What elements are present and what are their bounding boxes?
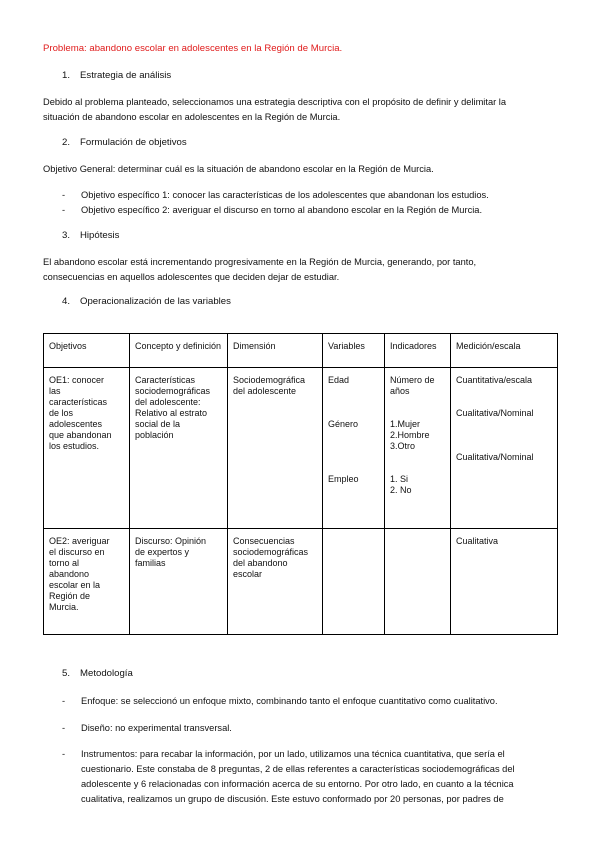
cell-line: 2. No bbox=[390, 485, 412, 495]
enfoque-item: Enfoque: se seleccionó un enfoque mixto, combinando tanto el enfoque cuantitativo como cualitativo. bbox=[81, 696, 498, 706]
bullet-dash: - bbox=[62, 696, 66, 706]
bullet-dash: - bbox=[62, 723, 66, 733]
section-1-number: 1. bbox=[62, 70, 71, 81]
cell-line: 2.Hombre bbox=[390, 430, 430, 440]
row1-measurement bbox=[451, 368, 558, 529]
section-3-number: 3. bbox=[62, 230, 71, 241]
section-3-line-1: El abandono escolar está incrementando progresivamente en la Región de Murcia, generando, por tanto, bbox=[43, 257, 477, 267]
cell-line: Consecuencias bbox=[233, 536, 295, 546]
section-2-heading bbox=[62, 137, 187, 148]
section-5-title: Metodología bbox=[80, 668, 133, 679]
header-variables: Variables bbox=[323, 334, 385, 368]
operationalization-table bbox=[43, 333, 558, 635]
section-2-number: 2. bbox=[62, 137, 71, 148]
cell-line: de los bbox=[49, 408, 74, 418]
row2-variables bbox=[323, 529, 385, 635]
section-1-title: Estrategia de análisis bbox=[80, 70, 172, 81]
cell-line: Características bbox=[135, 375, 196, 385]
cell-line: características bbox=[49, 397, 108, 407]
header-indicators: Indicadores bbox=[385, 334, 451, 368]
row2-objective bbox=[44, 529, 130, 635]
cell-line: años bbox=[390, 386, 410, 396]
row1-variables bbox=[323, 368, 385, 529]
cell-line: del abandono bbox=[233, 558, 288, 568]
instrumentos-line-4: cualitativa, realizamos un grupo de discusión. Este estuvo conformado por 20 personas, por padres de bbox=[81, 794, 504, 804]
row1-dimension bbox=[228, 368, 323, 529]
table-row bbox=[44, 529, 558, 635]
section-3-line-2: consecuencias en aquellos adolescentes que deciden dejar de estudiar. bbox=[43, 272, 340, 282]
row2-measurement bbox=[451, 529, 558, 635]
variable-edad: Edad bbox=[328, 375, 350, 385]
cell-line: Región de bbox=[49, 591, 91, 601]
general-objective: Objetivo General: determinar cuál es la situación de abandono escolar en la Región de Murcia. bbox=[43, 164, 434, 174]
row2-dimension bbox=[228, 529, 323, 635]
row2-concept bbox=[130, 529, 228, 635]
section-5-number: 5. bbox=[62, 668, 71, 679]
cell-line: Sociodemográfica bbox=[233, 375, 306, 385]
cell-line: 1. Si bbox=[390, 474, 409, 484]
diseno-item: Diseño: no experimental transversal. bbox=[81, 723, 232, 733]
cell-line: Número de bbox=[390, 375, 435, 385]
problem-title: Problema: abandono escolar en adolescentes en la Región de Murcia. bbox=[43, 43, 343, 54]
cell-line: Cualitativa bbox=[456, 536, 499, 546]
header-dimension: Dimensión bbox=[228, 334, 323, 368]
instrumentos-line-3: adolescente y 6 relacionadas con información acerca de su entorno. Por otro lado, en cuanto a la técnica bbox=[81, 779, 514, 789]
section-1-line-2: situación de abandono escolar en adolescentes en la Región de Murcia. bbox=[43, 112, 341, 122]
cell-line: del adolescente bbox=[233, 386, 297, 396]
cell-line: escolar en la bbox=[49, 580, 101, 590]
cell-line: adolescentes bbox=[49, 419, 103, 429]
header-measurement: Medición/escala bbox=[451, 334, 558, 368]
cell-line: población bbox=[135, 430, 174, 440]
table-row bbox=[44, 368, 558, 529]
section-4-number: 4. bbox=[62, 296, 71, 307]
cell-line: que abandonan bbox=[49, 430, 112, 440]
cell-line: torno al bbox=[49, 558, 80, 568]
variable-genero: Género bbox=[328, 419, 359, 429]
section-2-title: Formulación de objetivos bbox=[80, 137, 187, 148]
cell-line: familias bbox=[135, 558, 166, 568]
cell-line: 1.Mujer bbox=[390, 419, 421, 429]
row1-concept bbox=[130, 368, 228, 529]
section-3-text bbox=[43, 255, 555, 285]
bullet-dash: - bbox=[62, 190, 66, 200]
cell-line: 3.Otro bbox=[390, 441, 416, 451]
cell-line: de expertos y bbox=[135, 547, 190, 557]
section-3-heading bbox=[62, 230, 119, 241]
specific-objective-1: Objetivo específico 1: conocer las características de los adolescentes que abandonan los estudios. bbox=[81, 190, 489, 200]
cell-line: OE1: conocer bbox=[49, 375, 105, 385]
section-1-line-1: Debido al problema planteado, seleccionamos una estrategia descriptiva con el propósito de definir y delimitar la bbox=[43, 97, 507, 107]
row1-indicators bbox=[385, 368, 451, 529]
cell-line: los estudios. bbox=[49, 441, 100, 451]
instrumentos-line-2: cuestionario. Este constaba de 8 preguntas, 2 de ellas referentes a características sociodemográficas del bbox=[81, 764, 515, 774]
cell-line: Discurso: Opinión bbox=[135, 536, 207, 546]
bullet-dash: - bbox=[62, 205, 66, 215]
cell-line: Cualitativa/Nominal bbox=[456, 408, 534, 418]
section-1-text bbox=[43, 95, 555, 125]
header-concept: Concepto y definición bbox=[130, 334, 228, 368]
section-4-heading bbox=[62, 296, 231, 307]
header-objectives: Objetivos bbox=[44, 334, 130, 368]
cell-line: del adolescente: bbox=[135, 397, 201, 407]
cell-line: Murcia. bbox=[49, 602, 79, 612]
cell-line: sociodemográficas bbox=[233, 547, 309, 557]
cell-line: escolar bbox=[233, 569, 263, 579]
section-3-title: Hipótesis bbox=[80, 230, 120, 241]
cell-line: abandono bbox=[49, 569, 90, 579]
section-5-heading bbox=[62, 668, 133, 679]
bullet-dash: - bbox=[62, 749, 66, 759]
instrumentos-line-1: Instrumentos: para recabar la información, por un lado, utilizamos una técnica cuantitativa, que sería el bbox=[81, 749, 505, 759]
cell-line: Cuantitativa/escala bbox=[456, 375, 533, 385]
cell-line: Relativo al estrato bbox=[135, 408, 208, 418]
variable-empleo: Empleo bbox=[328, 474, 359, 484]
specific-objective-2: Objetivo específico 2: averiguar el discurso en torno al abandono escolar en la Región de Murcia. bbox=[81, 205, 483, 215]
row1-objective bbox=[44, 368, 130, 529]
cell-line: el discurso en bbox=[49, 547, 105, 557]
section-4-title: Operacionalización de las variables bbox=[80, 296, 231, 307]
table-header-row bbox=[44, 334, 558, 368]
instrumentos-item bbox=[81, 747, 553, 807]
cell-line: Cualitativa/Nominal bbox=[456, 452, 534, 462]
cell-line: social de la bbox=[135, 419, 181, 429]
row2-indicators bbox=[385, 529, 451, 635]
cell-line: OE2: averiguar bbox=[49, 536, 110, 546]
cell-line: las bbox=[49, 386, 61, 396]
section-1-heading bbox=[62, 70, 171, 81]
cell-line: sociodemográficas bbox=[135, 386, 211, 396]
